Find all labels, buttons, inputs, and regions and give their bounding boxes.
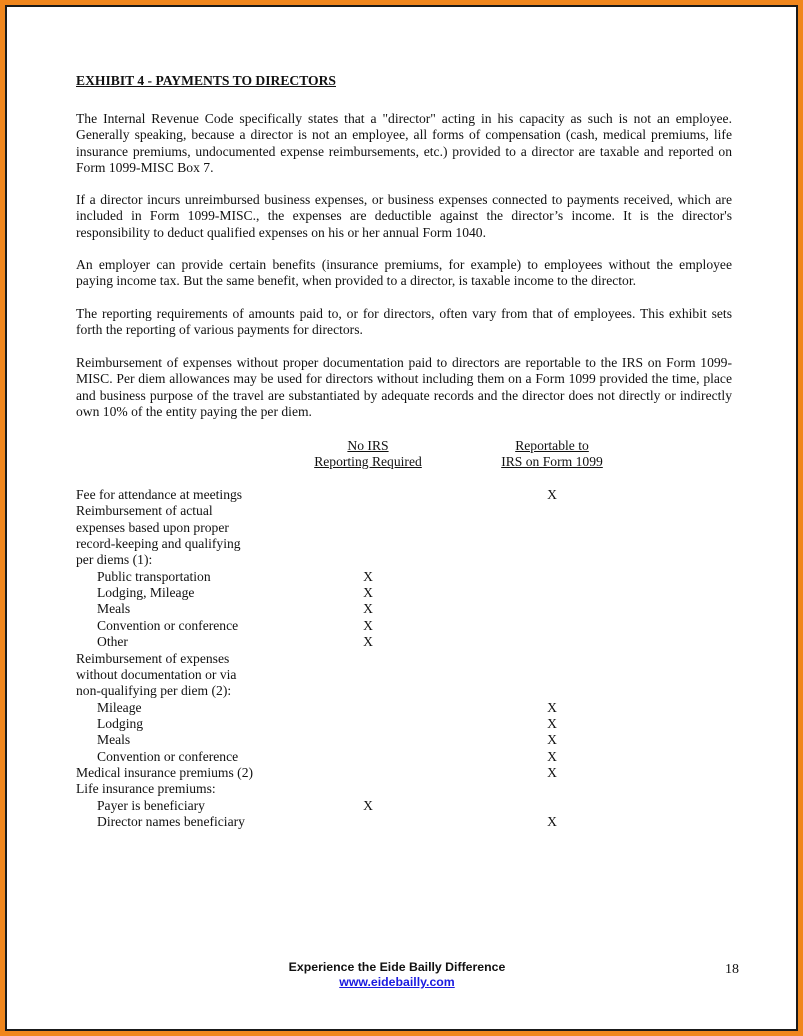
table-row [76, 601, 732, 617]
table-row [76, 781, 732, 797]
reportable-mark: X [547, 699, 557, 715]
row-label: Life insurance premiums: [76, 781, 216, 797]
header-line: IRS on Form 1099 [501, 454, 603, 470]
paragraph: If a director incurs unreimbursed business expenses, or business expenses connected to payments received, which are included in Form 1099-MISC., the expenses are deductible against the director’s income. It is the director's responsibility to deduct qualified expenses on his or her annual Form 1040. [76, 192, 732, 240]
row-label: Convention or conference [97, 617, 239, 633]
no-irs-mark: X [363, 568, 373, 584]
exhibit-title: EXHIBIT 4 - PAYMENTS TO DIRECTORS [76, 73, 336, 88]
table-row [76, 585, 732, 601]
table-row [76, 520, 732, 536]
table-row [76, 651, 732, 667]
row-label: Medical insurance premiums (2) [76, 764, 254, 780]
reportable-mark: X [547, 764, 557, 780]
table-row [76, 569, 732, 585]
paragraph: Reimbursement of expenses without proper documentation paid to directors are reportable to the IRS on Form 1099-MISC. Per diem allowances may be used for directors without including them on a Form 1099 provided the time, place and business purpose of the travel are substantiated by adequate records and the director does not directly or indirectly own 10% of the entity paying the per diem. [76, 355, 732, 420]
row-label: Reimbursement of expenses [76, 650, 230, 666]
row-label: Payer is beneficiary [97, 797, 205, 813]
table-row [76, 618, 732, 634]
footer-tagline: Experience the Eide Bailly Difference [288, 960, 506, 974]
row-label: Director names beneficiary [97, 814, 245, 829]
reportable-mark: X [547, 814, 557, 829]
row-label: Reimbursement of actual [76, 503, 213, 519]
row-label: record-keeping and qualifying [76, 536, 241, 552]
table-row [76, 552, 732, 568]
row-label: per diems (1): [76, 552, 153, 568]
reportable-mark: X [547, 732, 557, 748]
reportable-mark: X [547, 487, 557, 502]
row-label: expenses based upon proper [76, 519, 229, 535]
no-irs-mark: X [363, 634, 373, 650]
header-line: Reportable to [515, 438, 589, 453]
table-row [76, 487, 732, 503]
table-row [76, 667, 732, 683]
footer-link[interactable]: www.eidebailly.com [339, 975, 455, 989]
paragraph: An employer can provide certain benefits (insurance premiums, for example) to employees without the employee paying income tax. But the same benefit, when provided to a director, is taxable income to the director. [76, 257, 732, 289]
row-label: without documentation or via [76, 666, 237, 682]
table-row [76, 749, 732, 765]
no-irs-mark: X [363, 617, 373, 633]
table-row [76, 814, 732, 830]
row-label: Lodging [97, 715, 144, 731]
row-label: Lodging, Mileage [97, 585, 195, 601]
reportable-mark: X [547, 748, 557, 764]
no-irs-mark: X [363, 585, 373, 601]
paragraph: The Internal Revenue Code specifically states that a "director" acting in his capacity as such is not an employee. Generally speaking, because a director is not an employee, all forms of compensation (cash, medical premiums, life insurance premiums, undocumented expense reimbursements, etc.) provided to a director are taxable and reported on Form 1099-MISC Box 7. [76, 111, 732, 176]
page-number: 18 [725, 962, 739, 977]
table-row [76, 700, 732, 716]
row-label: Fee for attendance at meetings [76, 487, 243, 502]
no-irs-mark: X [363, 797, 373, 813]
row-label: Meals [97, 601, 131, 617]
paragraph: The reporting requirements of amounts paid to, or for directors, often vary from that of employees. This exhibit sets forth the reporting of various payments for directors. [76, 306, 732, 338]
column-header-no-irs [268, 438, 468, 471]
column-header-reportable [452, 438, 652, 471]
table-row [76, 765, 732, 781]
header-line: No IRS [347, 438, 389, 453]
footer [277, 960, 517, 990]
row-label: Mileage [97, 699, 142, 715]
table-row [76, 798, 732, 814]
table-row [76, 634, 732, 650]
row-label: Public transportation [97, 568, 211, 584]
row-label: non-qualifying per diem (2): [76, 683, 232, 699]
table-row [76, 536, 732, 552]
table-row [76, 503, 732, 519]
table-row [76, 732, 732, 748]
table-row [76, 683, 732, 699]
row-label: Convention or conference [97, 748, 239, 764]
header-line: Reporting Required [314, 454, 422, 470]
row-label: Meals [97, 732, 131, 748]
table-row [76, 716, 732, 732]
row-label: Other [97, 634, 128, 650]
page [5, 5, 798, 1031]
no-irs-mark: X [363, 601, 373, 617]
reportable-mark: X [547, 715, 557, 731]
